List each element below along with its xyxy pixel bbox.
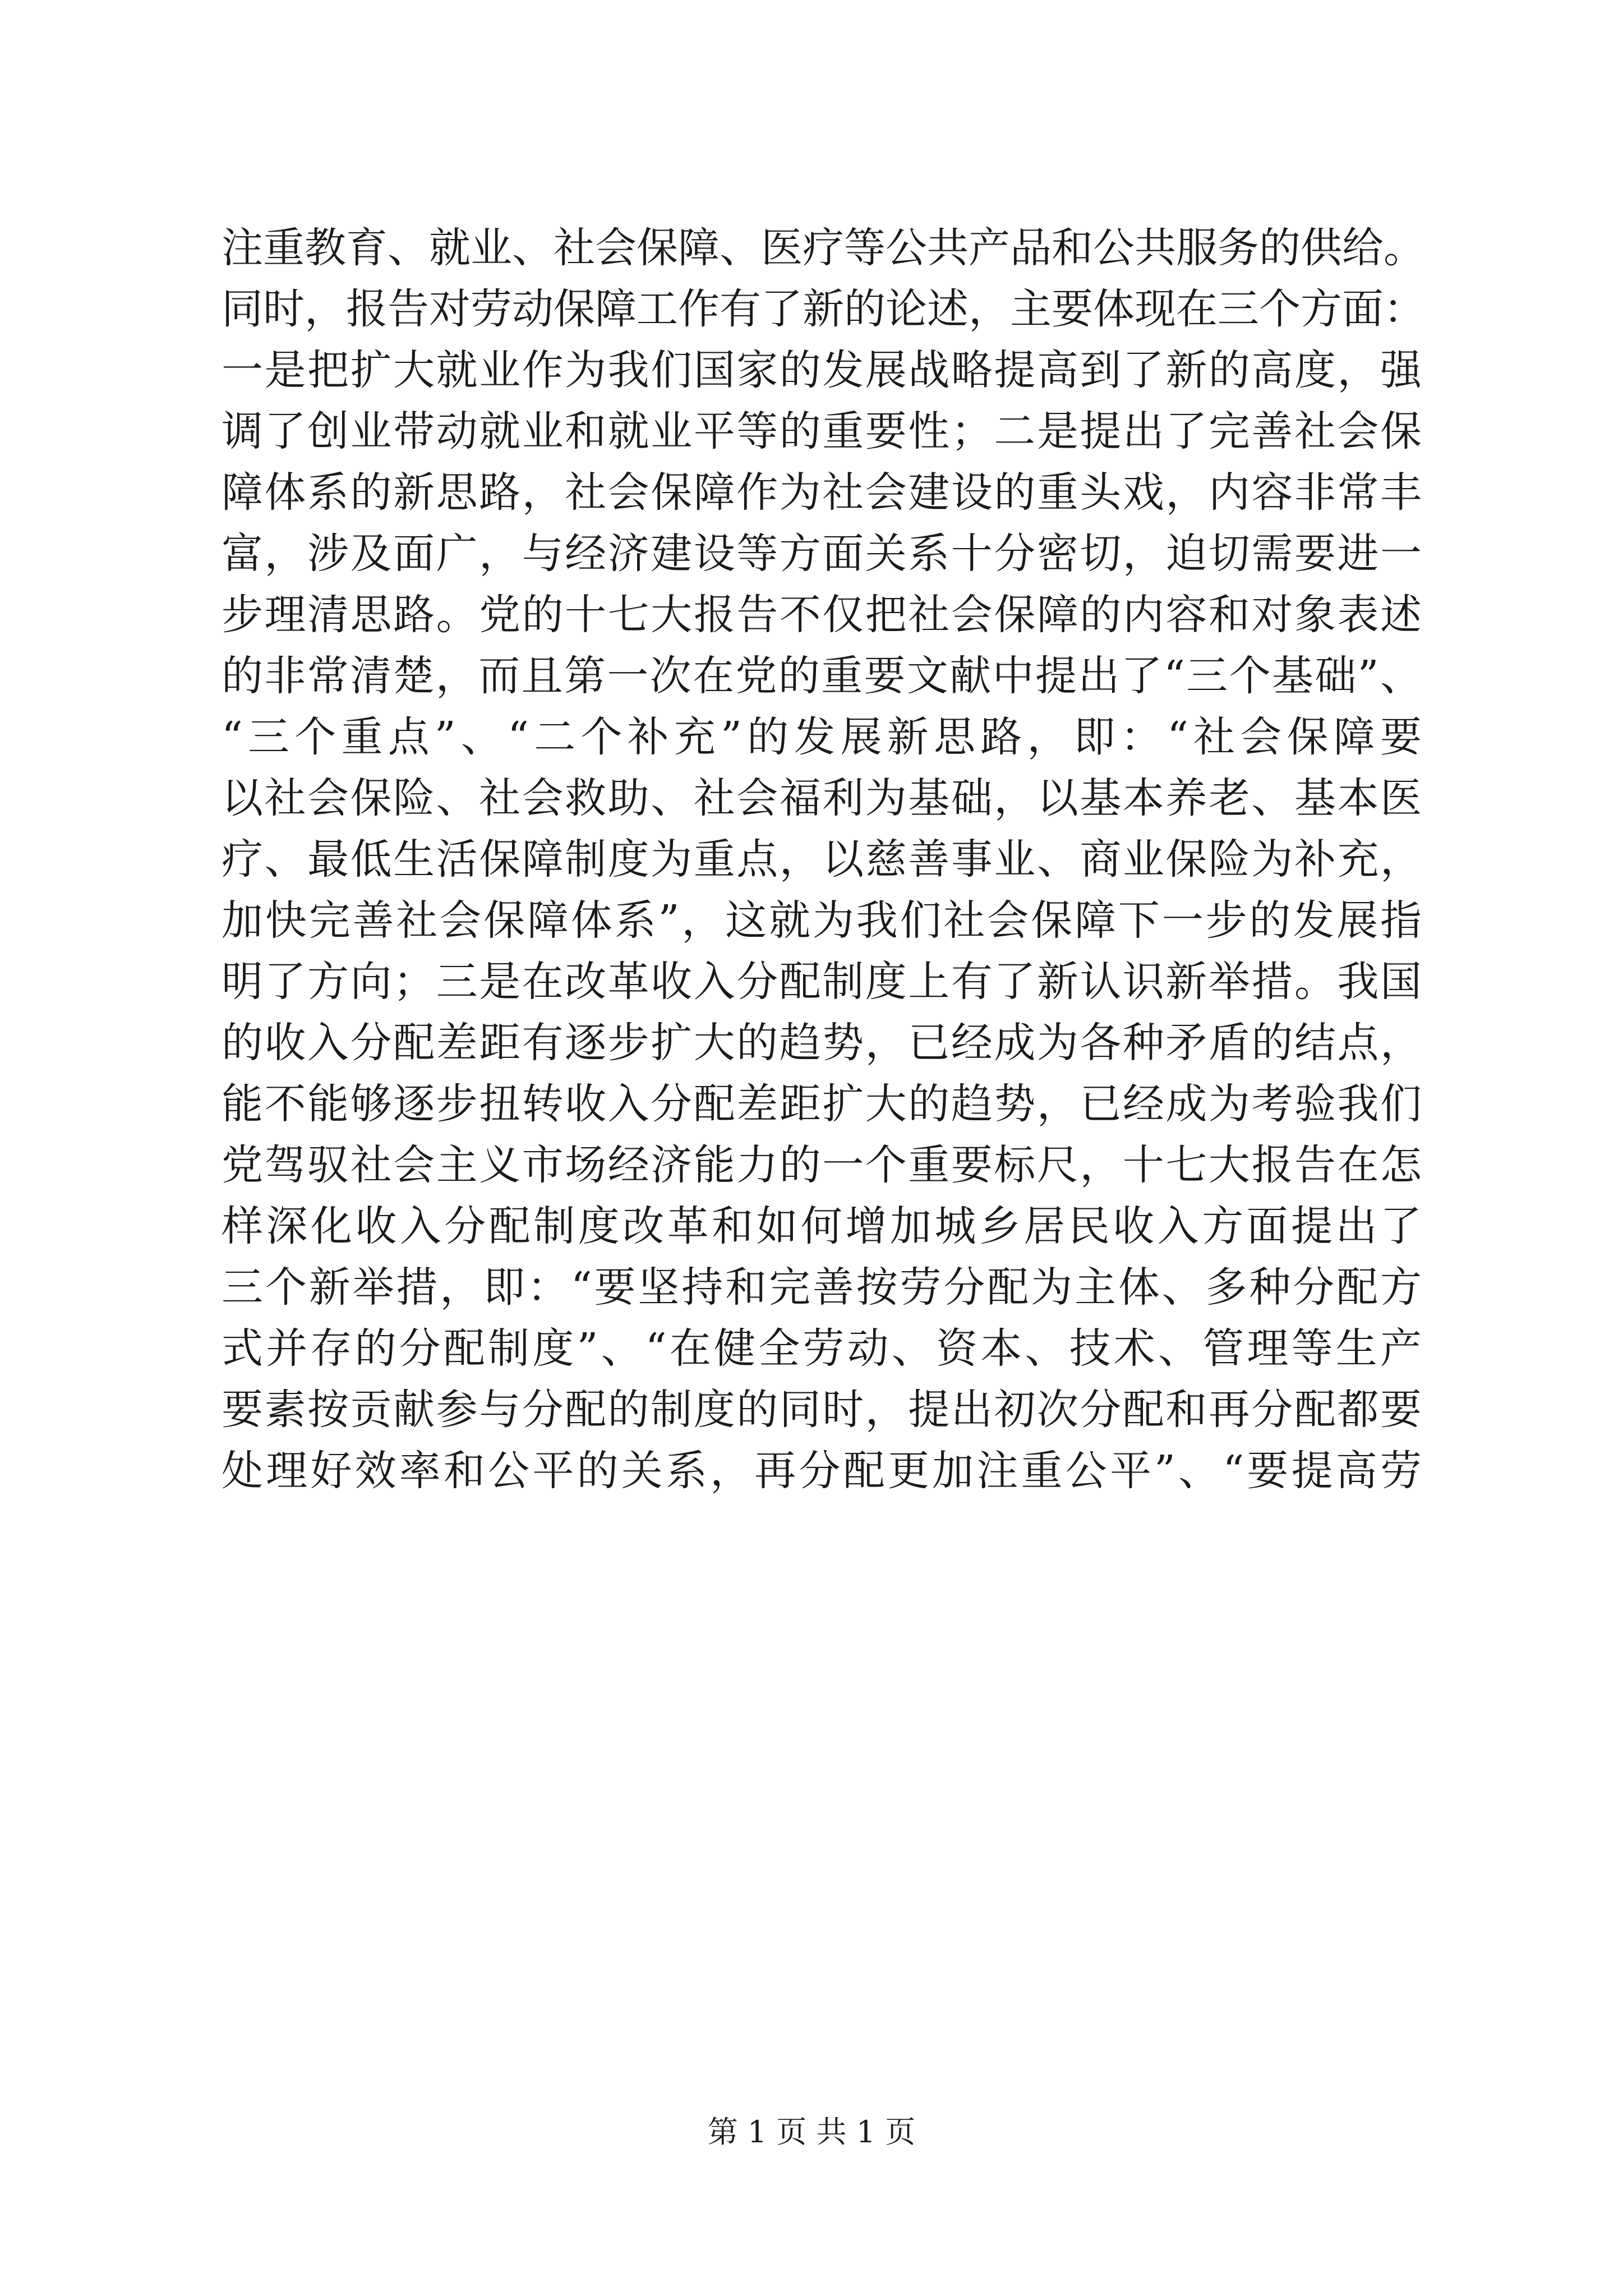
- page-footer: 第 1 页 共 1 页: [707, 2114, 916, 2150]
- text-line: 步理清思路。党的十七大报告不仅把社会保障的内容和对象表述: [222, 591, 1422, 639]
- text-line: 式并存的分配制度”、“在健全劳动、资本、技术、管理等生产: [222, 1324, 1422, 1373]
- body-text: [222, 218, 1425, 1502]
- text-line: 疗、最低生活保障制度为重点，以慈善事业、商业保险为补充，: [222, 835, 1422, 884]
- text-line: 的收入分配差距有逐步扩大的趋势，已经成为各种矛盾的结点，: [222, 1019, 1422, 1067]
- text-line: 富，涉及面广，与经济建设等方面关系十分密切，迫切需要进一: [222, 530, 1422, 578]
- text-line: 的非常清楚，而且第一次在党的重要文献中提出了“三个基础”、: [222, 652, 1422, 700]
- text-line: 要素按贡献参与分配的制度的同时，提出初次分配和再分配都要: [222, 1386, 1422, 1434]
- text-line: 党驾驭社会主义市场经济能力的一个重要标尺，十七大报告在怎: [222, 1141, 1422, 1189]
- text-line: 处理好效率和公平的关系，再分配更加注重公平”、“要提高劳: [222, 1447, 1422, 1495]
- text-line: “三个重点”、“二个补充”的发展新思路，即：“社会保障要: [222, 713, 1422, 761]
- text-line: 注重教育、就业、社会保障、医疗等公共产品和公共服务的供给。: [222, 224, 1425, 272]
- text-line: 样深化收入分配制度改革和如何增加城乡居民收入方面提出了: [222, 1202, 1422, 1250]
- text-line: 一是把扩大就业作为我们国家的发展战略提高到了新的高度，强: [222, 346, 1422, 394]
- text-line: 三个新举措，即：“要坚持和完善按劳分配为主体、多种分配方: [222, 1263, 1422, 1312]
- text-line: 调了创业带动就业和就业平等的重要性；二是提出了完善社会保: [222, 407, 1422, 455]
- text-line: 明了方向；三是在改革收入分配制度上有了新认识新举措。我国: [222, 958, 1422, 1006]
- text-line: 同时，报告对劳动保障工作有了新的论述，主要体现在三个方面：: [222, 285, 1425, 333]
- text-line: 障体系的新思路，社会保障作为社会建设的重头戏，内容非常丰: [222, 468, 1422, 517]
- text-line: 能不能够逐步扭转收入分配差距扩大的趋势，已经成为考验我们: [222, 1080, 1422, 1128]
- text-line: 加快完善社会保障体系”，这就为我们社会保障下一步的发展指: [222, 896, 1422, 945]
- text-line: 以社会保险、社会救助、社会福利为基础，以基本养老、基本医: [222, 774, 1422, 822]
